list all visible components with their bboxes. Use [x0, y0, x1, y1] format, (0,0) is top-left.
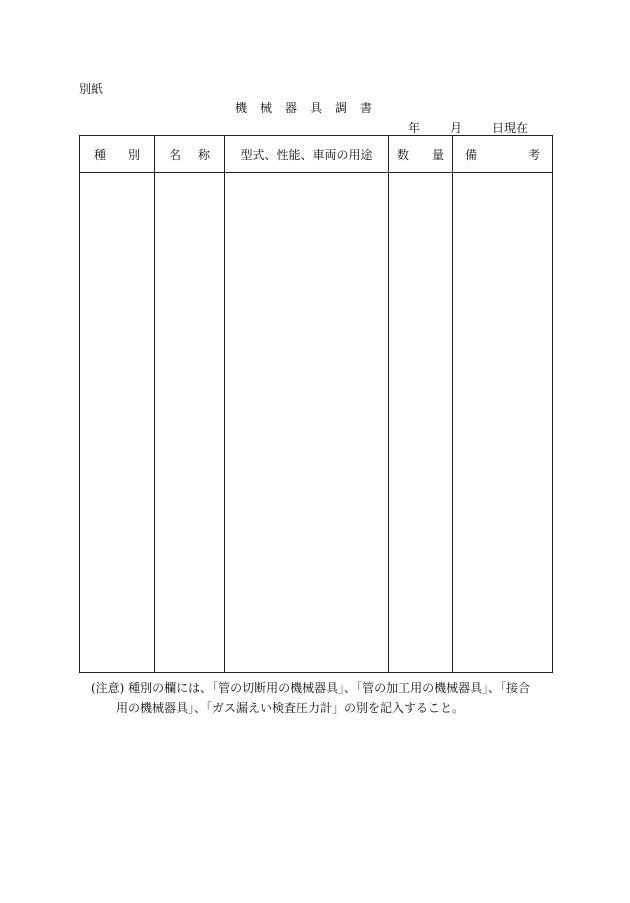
cell-type[interactable] — [80, 173, 155, 673]
header-remarks: 備 考 — [453, 136, 553, 173]
table-body-row — [80, 173, 553, 673]
header-model: 型式、性能、車両の用途 — [225, 136, 389, 173]
document-title: 機械器具調書 — [234, 101, 385, 115]
equipment-table — [79, 135, 553, 673]
month-label: 月 — [449, 121, 462, 135]
table-header-row — [80, 136, 553, 173]
attachment-label: 別紙 — [79, 82, 104, 96]
note-line-1: (注意) 種別の欄には、「管の切断用の機械器具」、「管の加工用の機械器具」、「接合 — [91, 681, 531, 695]
header-type: 種 別 — [80, 136, 155, 173]
note — [91, 678, 561, 718]
cell-name[interactable] — [155, 173, 225, 673]
cell-quantity[interactable] — [389, 173, 453, 673]
header-name: 名 称 — [155, 136, 225, 173]
date-line — [408, 119, 528, 136]
header-quantity: 数 量 — [389, 136, 453, 173]
year-label: 年 — [408, 121, 421, 135]
note-line-2: 用の機械器具」、「ガス漏えい検査圧力計」の別を記入すること。 — [116, 701, 465, 715]
cell-model[interactable] — [225, 173, 389, 673]
cell-remarks[interactable] — [453, 173, 553, 673]
day-label: 日現在 — [491, 121, 528, 135]
